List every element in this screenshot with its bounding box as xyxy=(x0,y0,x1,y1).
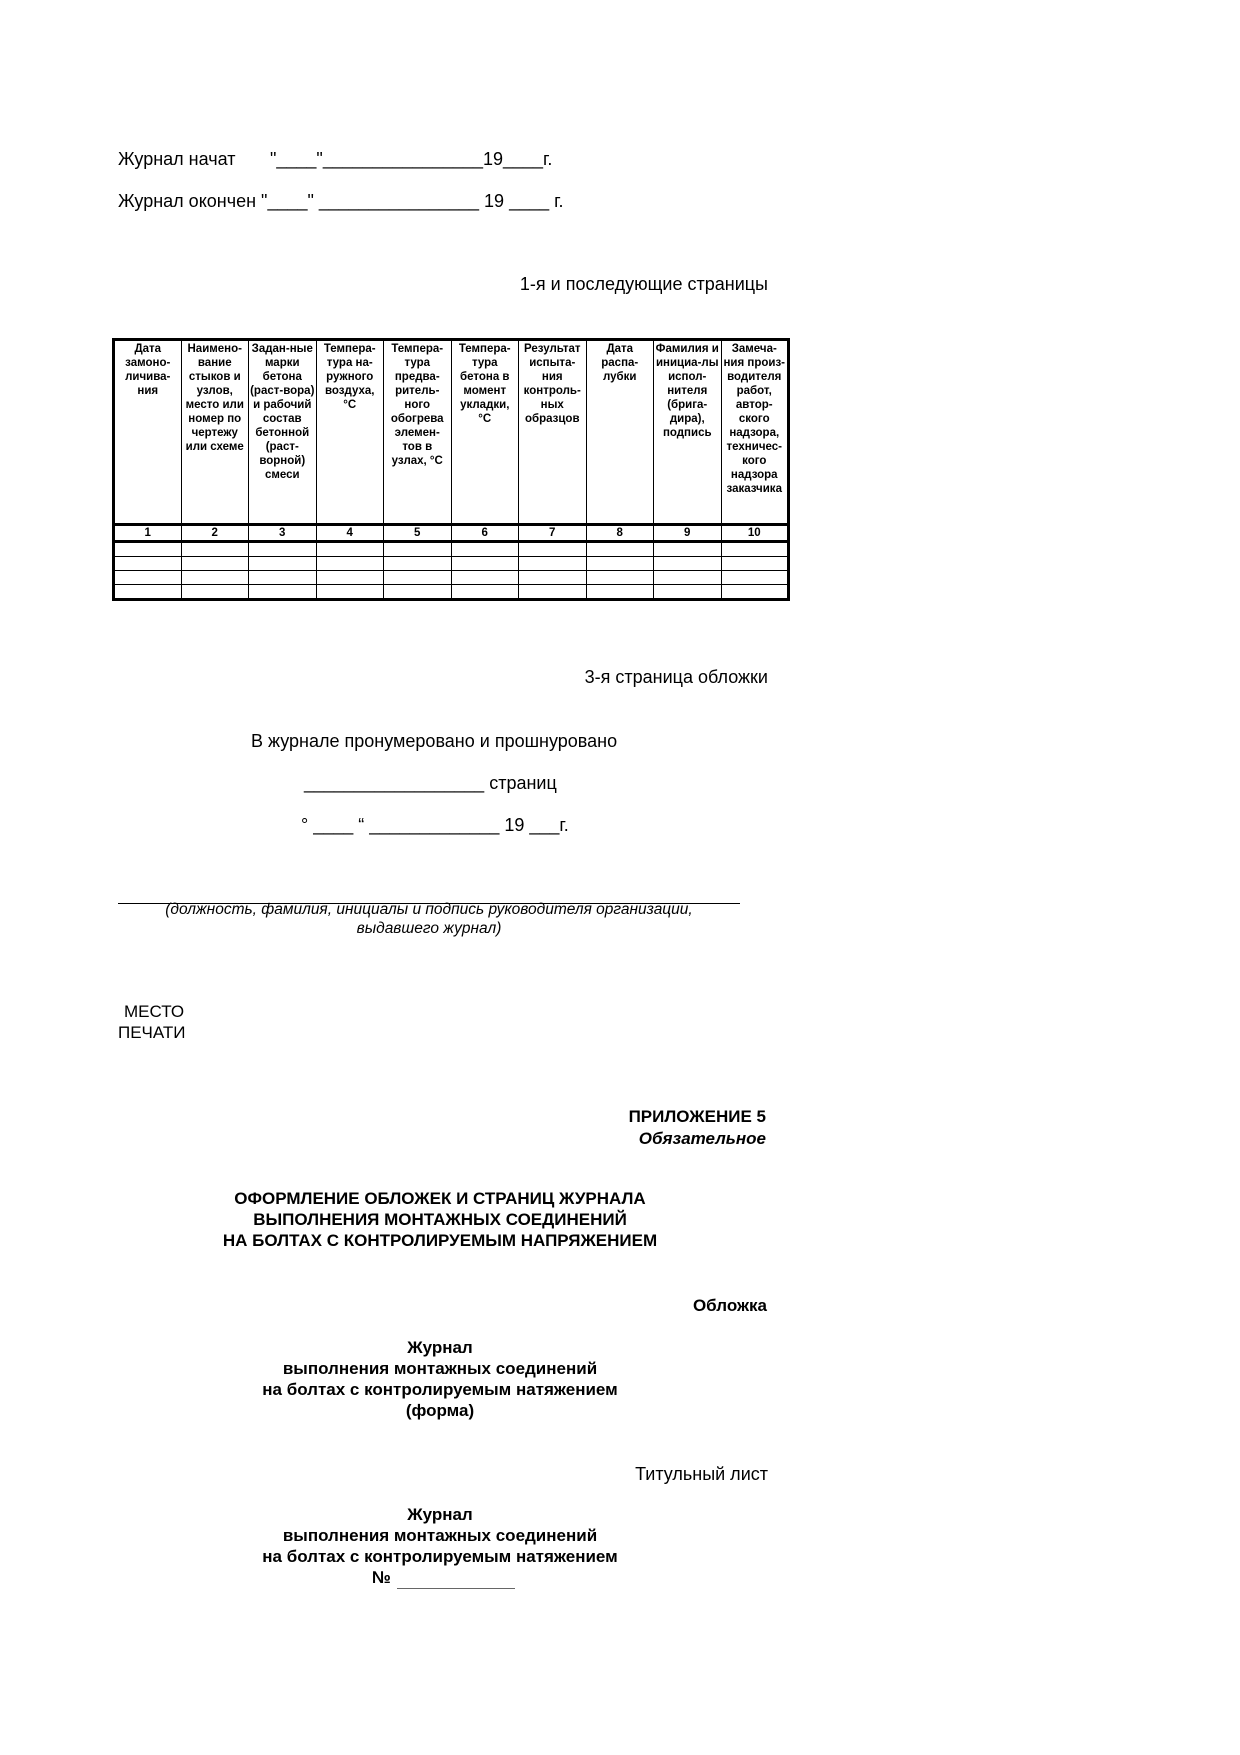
appendix-status: Обязательное xyxy=(638,1129,766,1148)
signature-caption-2: выдавшего журнал) xyxy=(356,920,502,937)
table-cell[interactable] xyxy=(181,571,249,585)
table-cell[interactable] xyxy=(721,585,789,600)
table-header-row xyxy=(114,340,789,525)
column-number: 4 xyxy=(316,525,384,542)
table-number-row xyxy=(114,525,789,542)
column-number: 9 xyxy=(654,525,722,542)
date-line: ° ____ “ _____________ 19 ___г. xyxy=(301,815,569,835)
table-cell[interactable] xyxy=(519,542,587,557)
column-number: 5 xyxy=(384,525,452,542)
table-cell[interactable] xyxy=(316,542,384,557)
table-cell[interactable] xyxy=(451,542,519,557)
column-header: Темпера-тура на-ружного воздуха, °С xyxy=(316,340,384,525)
cover-page3-caption: 3-я страница обложки xyxy=(584,667,768,687)
appendix-title-line2: ВЫПОЛНЕНИЯ МОНТАЖНЫХ СОЕДИНЕНИЙ xyxy=(253,1210,627,1229)
pages-count-line: __________________ страниц xyxy=(304,773,557,793)
table-cell[interactable] xyxy=(316,557,384,571)
table-cell[interactable] xyxy=(721,557,789,571)
table-cell[interactable] xyxy=(654,542,722,557)
table-cell[interactable] xyxy=(114,585,182,600)
title-sheet-line1: Журнал xyxy=(407,1505,473,1524)
table-cell[interactable] xyxy=(249,557,317,571)
journal-table xyxy=(112,338,790,601)
column-header: Дата замоно-личива-ния xyxy=(114,340,182,525)
table-cell[interactable] xyxy=(451,585,519,600)
table-cell[interactable] xyxy=(586,585,654,600)
number-label: № xyxy=(372,1568,391,1587)
title-sheet-line2: выполнения монтажных соединений xyxy=(282,1526,598,1545)
table-row xyxy=(114,542,789,557)
numbered-laced-text: В журнале пронумеровано и прошнуровано xyxy=(251,731,618,751)
column-number: 8 xyxy=(586,525,654,542)
table-cell[interactable] xyxy=(114,557,182,571)
table-row xyxy=(114,557,789,571)
column-number: 3 xyxy=(249,525,317,542)
column-number: 6 xyxy=(451,525,519,542)
column-header: Задан-ные марки бетона (раст-вора) и рабочий состав бетонной (раст-ворной) смеси xyxy=(249,340,317,525)
table-cell[interactable] xyxy=(384,542,452,557)
column-header: Дата распа-лубки xyxy=(586,340,654,525)
column-header: Фамилия и инициа-лы испол-нителя (брига-дира), подпись xyxy=(654,340,722,525)
table-cell[interactable] xyxy=(114,542,182,557)
table-row xyxy=(114,585,789,600)
table-cell[interactable] xyxy=(451,571,519,585)
column-number: 2 xyxy=(181,525,249,542)
journal-start-date: "____"________________19____г. xyxy=(270,149,553,169)
title-sheet-caption: Титульный лист xyxy=(635,1464,768,1484)
column-header: Темпера-тура бетона в момент укладки, °С xyxy=(451,340,519,525)
cover-line2: выполнения монтажных соединений xyxy=(282,1359,598,1378)
title-sheet-number xyxy=(372,1568,515,1589)
table-cell[interactable] xyxy=(519,557,587,571)
table-cell[interactable] xyxy=(384,557,452,571)
table-cell[interactable] xyxy=(721,542,789,557)
table-cell[interactable] xyxy=(181,585,249,600)
table-cell[interactable] xyxy=(654,557,722,571)
table-cell[interactable] xyxy=(654,585,722,600)
stamp-place-line2: ПЕЧАТИ xyxy=(118,1023,186,1042)
title-sheet-line3: на болтах с контролируемым натяжением xyxy=(262,1547,618,1566)
table-cell[interactable] xyxy=(586,557,654,571)
table-cell[interactable] xyxy=(586,542,654,557)
table-cell[interactable] xyxy=(249,571,317,585)
table-cell[interactable] xyxy=(519,585,587,600)
column-number: 10 xyxy=(721,525,789,542)
column-number: 1 xyxy=(114,525,182,542)
table-cell[interactable] xyxy=(586,571,654,585)
journal-start-label: Журнал начат xyxy=(118,149,236,169)
table-row xyxy=(114,571,789,585)
column-header: Результат испыта-ния контроль-ных образцов xyxy=(519,340,587,525)
appendix-title-line3: НА БОЛТАХ С КОНТРОЛИРУЕМЫМ НАПРЯЖЕНИЕМ xyxy=(222,1231,658,1250)
cover-line1: Журнал xyxy=(407,1338,473,1357)
pages-caption: 1-я и последующие страницы xyxy=(519,274,768,294)
table-cell[interactable] xyxy=(114,571,182,585)
table-cell[interactable] xyxy=(316,585,384,600)
table-cell[interactable] xyxy=(654,571,722,585)
appendix-title-line1: ОФОРМЛЕНИЕ ОБЛОЖЕК И СТРАНИЦ ЖУРНАЛА xyxy=(234,1189,646,1208)
table-cell[interactable] xyxy=(384,571,452,585)
stamp-place-line1: МЕСТО xyxy=(124,1002,185,1021)
column-header: Темпера-тура предва-ритель-ного обогрева элемен-тов в узлах, °С xyxy=(384,340,452,525)
signature-caption-1: (должность, фамилия, инициалы и подпись руководителя организации, xyxy=(165,901,693,918)
cover-line3: на болтах с контролируемым натяжением xyxy=(262,1380,618,1399)
table-cell[interactable] xyxy=(316,571,384,585)
cover-line4: (форма) xyxy=(405,1401,475,1420)
table-cell[interactable] xyxy=(451,557,519,571)
table-cell[interactable] xyxy=(249,542,317,557)
column-header: Замеча-ния произ-водителя работ, автор-ского надзора, техничес-кого надзора заказчика xyxy=(721,340,789,525)
column-number: 7 xyxy=(519,525,587,542)
table-cell[interactable] xyxy=(181,557,249,571)
journal-end-line: Журнал окончен "____" ________________ 19 ____ г. xyxy=(118,191,564,211)
cover-caption: Обложка xyxy=(692,1296,767,1315)
table-cell[interactable] xyxy=(384,585,452,600)
table-cell[interactable] xyxy=(249,585,317,600)
table-cell[interactable] xyxy=(519,571,587,585)
table-cell[interactable] xyxy=(181,542,249,557)
appendix-number: ПРИЛОЖЕНИЕ 5 xyxy=(628,1107,766,1126)
column-header: Наимено-вание стыков и узлов, место или номер по чертежу или схеме xyxy=(181,340,249,525)
table-cell[interactable] xyxy=(721,571,789,585)
number-blank-line xyxy=(397,1568,515,1589)
